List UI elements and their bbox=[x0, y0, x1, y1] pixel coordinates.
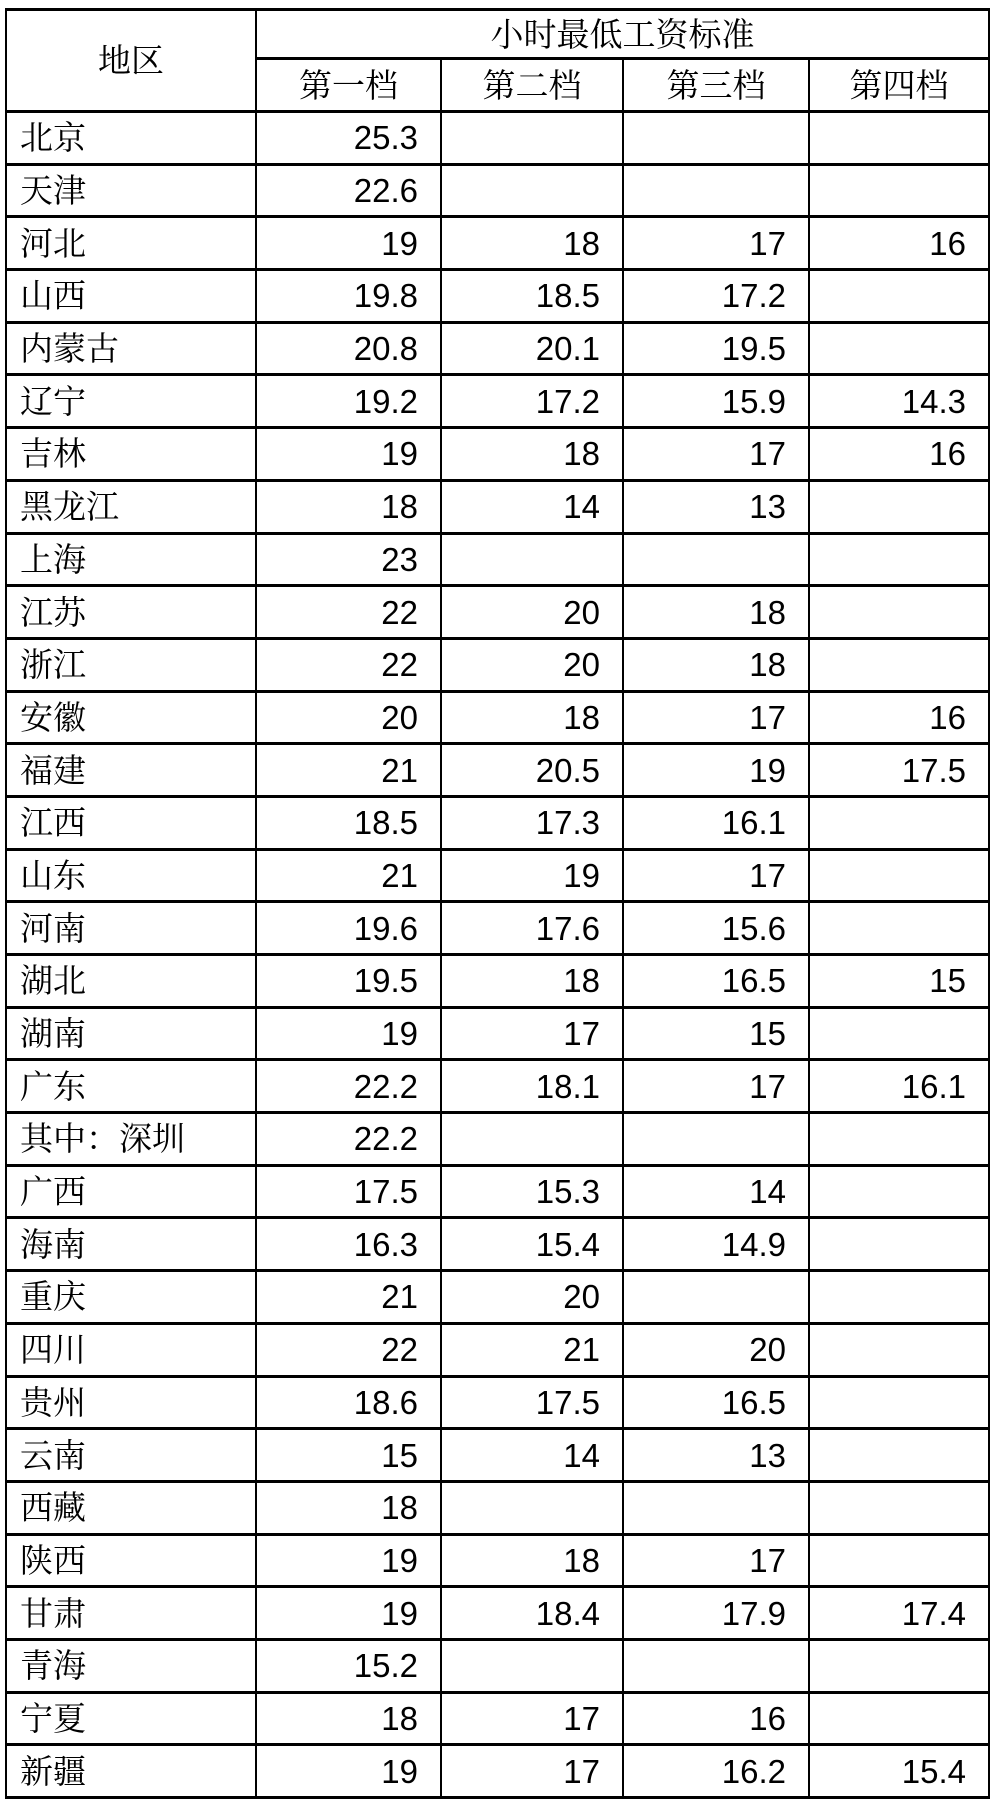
value-cell bbox=[441, 112, 623, 165]
region-cell: 黑龙江 bbox=[6, 480, 256, 533]
value-cell: 18 bbox=[256, 480, 441, 533]
value-cell: 15.3 bbox=[441, 1165, 623, 1218]
value-cell: 16.2 bbox=[623, 1745, 809, 1798]
value-cell: 20.5 bbox=[441, 744, 623, 797]
table-row bbox=[6, 322, 989, 375]
region-cell: 河北 bbox=[6, 217, 256, 270]
region-cell: 贵州 bbox=[6, 1376, 256, 1429]
table-row bbox=[6, 1587, 989, 1640]
value-cell: 22 bbox=[256, 1323, 441, 1376]
table-row bbox=[6, 217, 989, 270]
table-row bbox=[6, 1007, 989, 1060]
value-cell bbox=[809, 796, 989, 849]
value-cell: 16 bbox=[623, 1692, 809, 1745]
value-cell: 19.5 bbox=[256, 955, 441, 1008]
value-cell: 17 bbox=[623, 849, 809, 902]
region-cell: 山东 bbox=[6, 849, 256, 902]
table-row bbox=[6, 1534, 989, 1587]
wage-group-header: 小时最低工资标准 bbox=[256, 10, 989, 59]
table-row bbox=[6, 1376, 989, 1429]
value-cell bbox=[623, 533, 809, 586]
value-cell: 16.3 bbox=[256, 1218, 441, 1271]
region-cell: 云南 bbox=[6, 1429, 256, 1482]
region-cell: 江西 bbox=[6, 796, 256, 849]
value-cell: 16.1 bbox=[809, 1060, 989, 1113]
region-cell: 青海 bbox=[6, 1639, 256, 1692]
value-cell: 21 bbox=[256, 1271, 441, 1324]
value-cell bbox=[623, 1481, 809, 1534]
value-cell: 19.2 bbox=[256, 375, 441, 428]
value-cell bbox=[623, 1113, 809, 1166]
table-row bbox=[6, 1271, 989, 1324]
value-cell: 19 bbox=[256, 217, 441, 270]
value-cell: 17.5 bbox=[809, 744, 989, 797]
value-cell bbox=[441, 533, 623, 586]
value-cell: 17 bbox=[623, 1060, 809, 1113]
value-cell: 20.1 bbox=[441, 322, 623, 375]
table-row bbox=[6, 1218, 989, 1271]
value-cell: 22.2 bbox=[256, 1113, 441, 1166]
region-cell: 广东 bbox=[6, 1060, 256, 1113]
value-cell: 22 bbox=[256, 586, 441, 639]
value-cell: 15 bbox=[809, 955, 989, 1008]
table-row bbox=[6, 1165, 989, 1218]
table-row bbox=[6, 849, 989, 902]
value-cell: 19 bbox=[256, 1745, 441, 1798]
value-cell: 18 bbox=[256, 1481, 441, 1534]
region-cell: 宁夏 bbox=[6, 1692, 256, 1745]
value-cell: 18 bbox=[256, 1692, 441, 1745]
value-cell bbox=[809, 1323, 989, 1376]
region-cell: 吉林 bbox=[6, 428, 256, 481]
table-row bbox=[6, 1113, 989, 1166]
value-cell: 18 bbox=[623, 586, 809, 639]
value-cell: 14.3 bbox=[809, 375, 989, 428]
value-cell: 15.9 bbox=[623, 375, 809, 428]
value-cell: 16.1 bbox=[623, 796, 809, 849]
value-cell bbox=[623, 1639, 809, 1692]
value-cell: 16.5 bbox=[623, 1376, 809, 1429]
value-cell: 15.2 bbox=[256, 1639, 441, 1692]
value-cell: 16 bbox=[809, 691, 989, 744]
value-cell: 18.6 bbox=[256, 1376, 441, 1429]
table-row bbox=[6, 955, 989, 1008]
region-cell: 浙江 bbox=[6, 638, 256, 691]
value-cell: 20 bbox=[441, 586, 623, 639]
value-cell: 17.3 bbox=[441, 796, 623, 849]
value-cell: 17.9 bbox=[623, 1587, 809, 1640]
table-row bbox=[6, 375, 989, 428]
value-cell: 16 bbox=[809, 428, 989, 481]
value-cell: 18 bbox=[441, 1534, 623, 1587]
region-cell: 北京 bbox=[6, 112, 256, 165]
tier3-header: 第三档 bbox=[623, 59, 809, 112]
value-cell bbox=[809, 1165, 989, 1218]
region-cell: 西藏 bbox=[6, 1481, 256, 1534]
region-cell: 福建 bbox=[6, 744, 256, 797]
tier4-header: 第四档 bbox=[809, 59, 989, 112]
table-row bbox=[6, 480, 989, 533]
region-cell: 新疆 bbox=[6, 1745, 256, 1798]
tier1-header: 第一档 bbox=[256, 59, 441, 112]
table-row bbox=[6, 428, 989, 481]
region-cell: 甘肃 bbox=[6, 1587, 256, 1640]
value-cell: 18 bbox=[441, 955, 623, 1008]
value-cell bbox=[809, 322, 989, 375]
value-cell bbox=[809, 1639, 989, 1692]
value-cell: 17 bbox=[623, 217, 809, 270]
value-cell: 20 bbox=[441, 1271, 623, 1324]
table-header bbox=[6, 10, 989, 112]
region-cell: 湖北 bbox=[6, 955, 256, 1008]
value-cell bbox=[809, 533, 989, 586]
value-cell: 13 bbox=[623, 1429, 809, 1482]
value-cell bbox=[809, 1481, 989, 1534]
value-cell bbox=[809, 1429, 989, 1482]
region-cell: 江苏 bbox=[6, 586, 256, 639]
value-cell: 19 bbox=[256, 1587, 441, 1640]
region-cell: 湖南 bbox=[6, 1007, 256, 1060]
value-cell: 17 bbox=[623, 691, 809, 744]
value-cell bbox=[809, 164, 989, 217]
value-cell: 18 bbox=[623, 638, 809, 691]
value-cell bbox=[441, 164, 623, 217]
value-cell: 22 bbox=[256, 638, 441, 691]
value-cell: 17.5 bbox=[441, 1376, 623, 1429]
value-cell: 19 bbox=[256, 428, 441, 481]
table-row bbox=[6, 902, 989, 955]
table-row bbox=[6, 1429, 989, 1482]
value-cell: 20.8 bbox=[256, 322, 441, 375]
region-cell: 辽宁 bbox=[6, 375, 256, 428]
value-cell bbox=[441, 1113, 623, 1166]
value-cell: 19 bbox=[623, 744, 809, 797]
value-cell: 22.6 bbox=[256, 164, 441, 217]
value-cell: 22.2 bbox=[256, 1060, 441, 1113]
value-cell bbox=[809, 586, 989, 639]
value-cell bbox=[809, 1376, 989, 1429]
value-cell: 19 bbox=[256, 1007, 441, 1060]
value-cell bbox=[809, 480, 989, 533]
value-cell bbox=[809, 1113, 989, 1166]
value-cell: 17 bbox=[623, 428, 809, 481]
value-cell: 18 bbox=[441, 691, 623, 744]
value-cell: 16.5 bbox=[623, 955, 809, 1008]
value-cell: 17.2 bbox=[623, 270, 809, 323]
value-cell bbox=[809, 638, 989, 691]
value-cell bbox=[809, 270, 989, 323]
value-cell: 21 bbox=[441, 1323, 623, 1376]
value-cell: 15 bbox=[256, 1429, 441, 1482]
table-row bbox=[6, 533, 989, 586]
value-cell: 19 bbox=[256, 1534, 441, 1587]
value-cell bbox=[809, 1271, 989, 1324]
value-cell: 17 bbox=[441, 1745, 623, 1798]
value-cell: 18.1 bbox=[441, 1060, 623, 1113]
value-cell: 17.2 bbox=[441, 375, 623, 428]
region-cell: 安徽 bbox=[6, 691, 256, 744]
table-row bbox=[6, 638, 989, 691]
value-cell bbox=[623, 164, 809, 217]
value-cell: 17 bbox=[623, 1534, 809, 1587]
value-cell: 15.6 bbox=[623, 902, 809, 955]
value-cell: 19.5 bbox=[623, 322, 809, 375]
value-cell: 20 bbox=[256, 691, 441, 744]
minimum-wage-table bbox=[5, 8, 990, 1799]
value-cell: 19.6 bbox=[256, 902, 441, 955]
table-row bbox=[6, 744, 989, 797]
value-cell: 18.5 bbox=[256, 796, 441, 849]
table-row bbox=[6, 1060, 989, 1113]
value-cell bbox=[809, 1692, 989, 1745]
value-cell: 15 bbox=[623, 1007, 809, 1060]
value-cell: 14 bbox=[441, 1429, 623, 1482]
value-cell: 14.9 bbox=[623, 1218, 809, 1271]
value-cell: 17 bbox=[441, 1007, 623, 1060]
value-cell: 15.4 bbox=[441, 1218, 623, 1271]
value-cell: 21 bbox=[256, 744, 441, 797]
region-cell: 内蒙古 bbox=[6, 322, 256, 375]
region-cell: 海南 bbox=[6, 1218, 256, 1271]
region-cell: 其中：深圳 bbox=[6, 1113, 256, 1166]
value-cell: 18.5 bbox=[441, 270, 623, 323]
table-row bbox=[6, 796, 989, 849]
value-cell: 18.4 bbox=[441, 1587, 623, 1640]
value-cell bbox=[623, 112, 809, 165]
value-cell: 15.4 bbox=[809, 1745, 989, 1798]
region-column-header: 地区 bbox=[6, 10, 256, 112]
table-row bbox=[6, 691, 989, 744]
value-cell: 19 bbox=[441, 849, 623, 902]
value-cell bbox=[809, 112, 989, 165]
value-cell: 17.5 bbox=[256, 1165, 441, 1218]
region-cell: 河南 bbox=[6, 902, 256, 955]
table-row bbox=[6, 1639, 989, 1692]
value-cell bbox=[623, 1271, 809, 1324]
value-cell bbox=[441, 1639, 623, 1692]
table-row bbox=[6, 1481, 989, 1534]
value-cell: 25.3 bbox=[256, 112, 441, 165]
value-cell: 20 bbox=[623, 1323, 809, 1376]
region-cell: 上海 bbox=[6, 533, 256, 586]
value-cell bbox=[441, 1481, 623, 1534]
region-cell: 陕西 bbox=[6, 1534, 256, 1587]
table-body bbox=[6, 112, 989, 1798]
value-cell bbox=[809, 849, 989, 902]
tier2-header: 第二档 bbox=[441, 59, 623, 112]
value-cell: 17 bbox=[441, 1692, 623, 1745]
region-cell: 重庆 bbox=[6, 1271, 256, 1324]
value-cell: 20 bbox=[441, 638, 623, 691]
region-cell: 山西 bbox=[6, 270, 256, 323]
table-row bbox=[6, 270, 989, 323]
value-cell: 14 bbox=[441, 480, 623, 533]
value-cell: 14 bbox=[623, 1165, 809, 1218]
value-cell: 17.6 bbox=[441, 902, 623, 955]
value-cell bbox=[809, 902, 989, 955]
value-cell: 18 bbox=[441, 428, 623, 481]
value-cell: 19.8 bbox=[256, 270, 441, 323]
value-cell bbox=[809, 1218, 989, 1271]
value-cell: 17.4 bbox=[809, 1587, 989, 1640]
region-cell: 四川 bbox=[6, 1323, 256, 1376]
table-row bbox=[6, 586, 989, 639]
table-row bbox=[6, 1745, 989, 1798]
table-row bbox=[6, 1323, 989, 1376]
region-cell: 天津 bbox=[6, 164, 256, 217]
value-cell: 13 bbox=[623, 480, 809, 533]
value-cell: 18 bbox=[441, 217, 623, 270]
value-cell: 21 bbox=[256, 849, 441, 902]
region-cell: 广西 bbox=[6, 1165, 256, 1218]
header-row-group bbox=[6, 10, 989, 59]
table-row bbox=[6, 164, 989, 217]
table-row bbox=[6, 112, 989, 165]
value-cell bbox=[809, 1534, 989, 1587]
value-cell: 16 bbox=[809, 217, 989, 270]
table-row bbox=[6, 1692, 989, 1745]
value-cell: 23 bbox=[256, 533, 441, 586]
value-cell bbox=[809, 1007, 989, 1060]
